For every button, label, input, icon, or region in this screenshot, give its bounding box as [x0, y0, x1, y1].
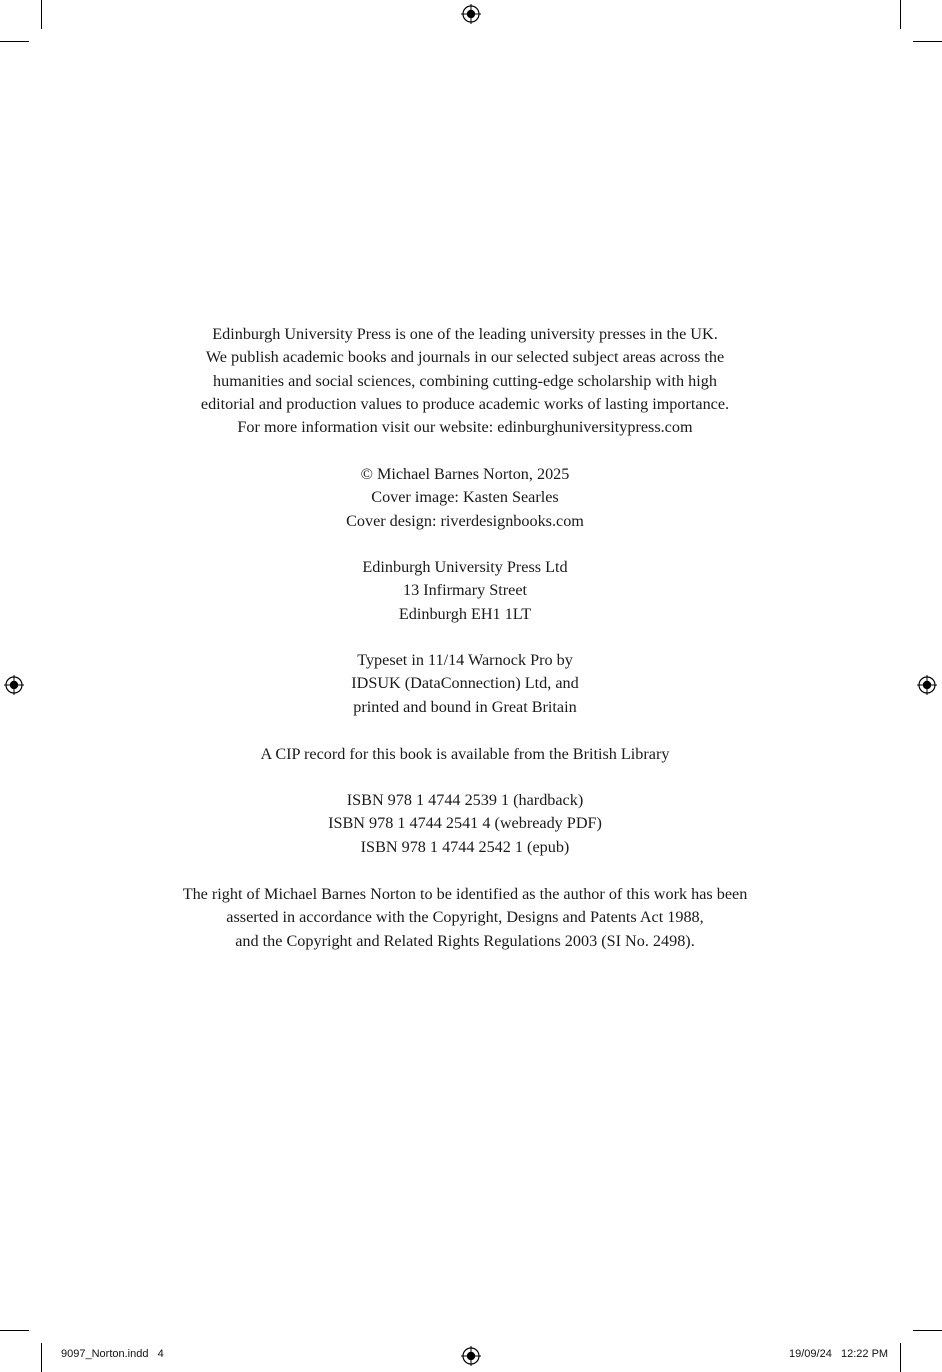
address-line: Edinburgh University Press Ltd	[362, 558, 568, 576]
crop-mark-bottom-left-horizontal	[0, 1330, 29, 1331]
crop-mark-bottom-right-horizontal	[913, 1330, 942, 1331]
copyright-line: © Michael Barnes Norton, 2025	[360, 465, 570, 483]
publisher-about	[100, 323, 830, 439]
isbn-line: ISBN 978 1 4744 2541 4 (webready PDF)	[328, 814, 602, 833]
cover-image-line: Cover image: Kasten Searles	[371, 488, 559, 507]
typeset-line: printed and bound in Great Britain	[353, 697, 577, 716]
rights-line: asserted in accordance with the Copyright, Designs and Patents Act 1988,	[226, 908, 704, 927]
address-line: Edinburgh EH1 1LT	[398, 604, 532, 623]
isbn-line: ISBN 978 1 4744 2542 1 (epub)	[360, 837, 570, 856]
crop-mark-top-left-horizontal	[0, 41, 29, 42]
cip-line: A CIP record for this book is available from the British Library	[260, 745, 670, 763]
cip-record	[100, 743, 830, 766]
crop-mark-bottom-right-vertical	[900, 1343, 901, 1372]
copyright-credits	[100, 463, 830, 533]
rights-line: and the Copyright and Related Rights Regulations 2003 (SI No. 2498).	[235, 931, 695, 950]
registration-mark-right-icon	[917, 675, 937, 695]
cover-design-line: Cover design: riverdesignbooks.com	[346, 511, 584, 530]
address-line: 13 Infirmary Street	[402, 581, 528, 600]
crop-mark-top-right-vertical	[900, 0, 901, 29]
rights-line: The right of Michael Barnes Norton to be identified as the author of this work has been	[182, 885, 748, 903]
slug-filename: 9097_Norton.indd 4	[61, 1348, 164, 1360]
publisher-address	[100, 556, 830, 626]
registration-mark-bottom-icon	[461, 1346, 481, 1366]
crop-mark-top-left-vertical	[41, 0, 42, 29]
about-line: editorial and production values to produce academic works of lasting importance.	[200, 394, 730, 413]
about-line: We publish academic books and journals in our selected subject areas across the	[205, 348, 725, 367]
about-line: humanities and social sciences, combining cutting-edge scholarship with high	[213, 371, 717, 390]
typeset-info	[100, 649, 830, 719]
registration-mark-top-icon	[461, 4, 481, 24]
about-line: Edinburgh University Press is one of the leading university presses in the UK.	[212, 325, 718, 343]
author-rights	[100, 883, 830, 953]
isbn-line: ISBN 978 1 4744 2539 1 (hardback)	[346, 791, 584, 809]
about-line: For more information visit our website: edinburghuniversitypress.com	[237, 418, 693, 437]
registration-mark-left-icon	[4, 675, 24, 695]
slug-datetime: 19/09/24 12:22 PM	[789, 1348, 889, 1360]
typeset-line: IDSUK (DataConnection) Ltd, and	[351, 674, 579, 693]
crop-mark-top-right-horizontal	[913, 41, 942, 42]
crop-mark-bottom-left-vertical	[41, 1343, 42, 1372]
isbn-list	[100, 789, 830, 859]
typeset-line: Typeset in 11/14 Warnock Pro by	[357, 651, 573, 669]
